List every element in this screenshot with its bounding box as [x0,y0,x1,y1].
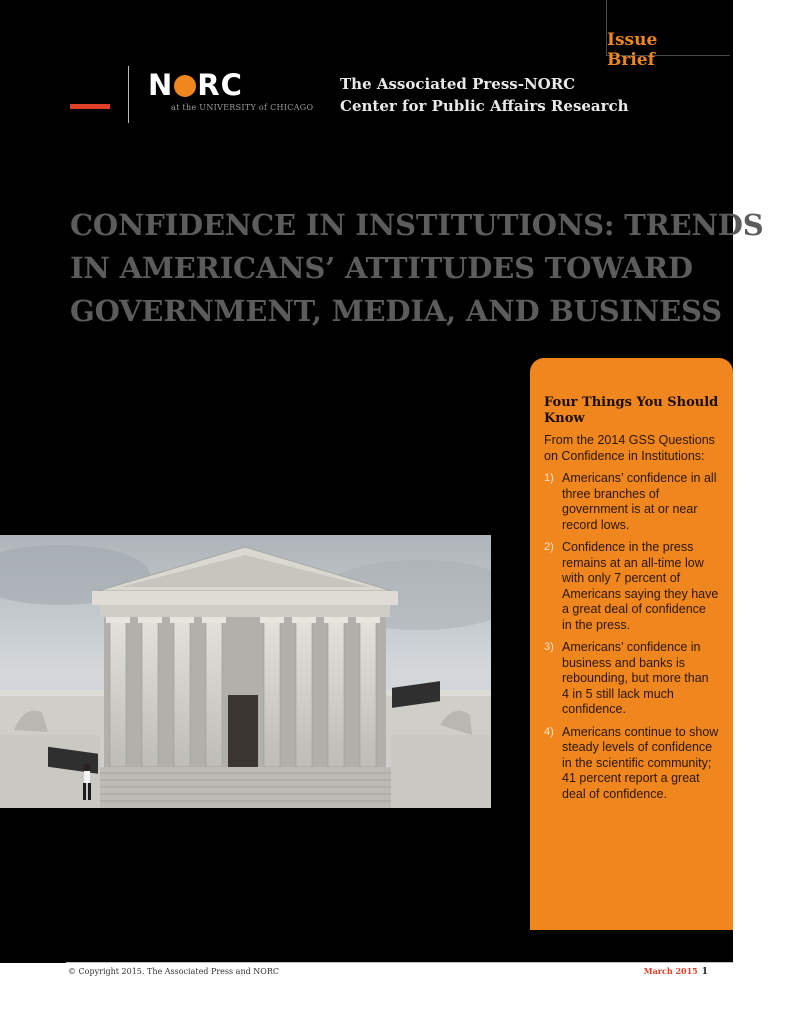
copyright-text: © Copyright 2015. The Associated Press and NORC [68,967,279,976]
key-findings-sidebar [530,358,733,930]
footer-divider [66,962,733,963]
title-line1: CONFIDENCE IN INSTITUTIONS: TRENDS [70,208,764,242]
sidebar-heading: Four Things You Should Know [544,395,719,426]
list-item-number: 3) [544,641,554,653]
logo-divider [128,66,129,123]
sidebar-intro: From the 2014 GSS Questions on Confidence in Institutions: [544,433,715,463]
norc-logo-rc: RC [197,68,243,102]
list-item-number: 4) [544,725,554,738]
center-name-line1: The Associated Press-NORC [340,75,576,93]
supreme-court-photo [0,535,491,808]
footer-date-page [644,966,708,977]
footer-date: March 2015 [643,966,698,976]
title-line2: IN AMERICANS’ ATTITUDES TOWARD [70,251,693,285]
page-number: 1 [701,967,708,977]
list-item [544,725,719,803]
list-item-number: 2) [544,541,554,553]
center-name [340,73,629,117]
list-item-text: Americans continue to show steady levels of confidence in the scientific community; 41 percent report a great deal of confidence. [562,724,719,801]
norc-logo-subtitle: at the UNIVERSITY of CHICAGO [171,103,314,112]
page-title [70,204,764,333]
center-name-line2: Center for Public Affairs Research [340,97,629,115]
title-line3: GOVERNMENT, MEDIA, AND BUSINESS [70,294,722,328]
norc-logo-n: N [148,68,174,102]
findings-list [544,471,719,802]
list-item-text: Americans’ confidence in all three branches of government is at or near record lows. [562,471,717,532]
issue-brief-tab [606,0,730,70]
list-item [544,540,719,633]
list-item-number: 1) [544,472,554,484]
list-item-text: Confidence in the press remains at an all-time low with only 7 percent of Americans saying they have a great deal of confidence in the press. [562,540,719,632]
accent-bar [70,104,110,109]
issue-brief-label: Issue Brief [607,30,658,70]
norc-logo [148,70,243,100]
list-item [544,640,719,718]
orange-circle-icon [174,75,196,97]
list-item [544,471,719,533]
list-item-text: Americans’ confidence in business and banks is rebounding, but more than 4 in 5 still lack much confidence. [562,640,709,716]
